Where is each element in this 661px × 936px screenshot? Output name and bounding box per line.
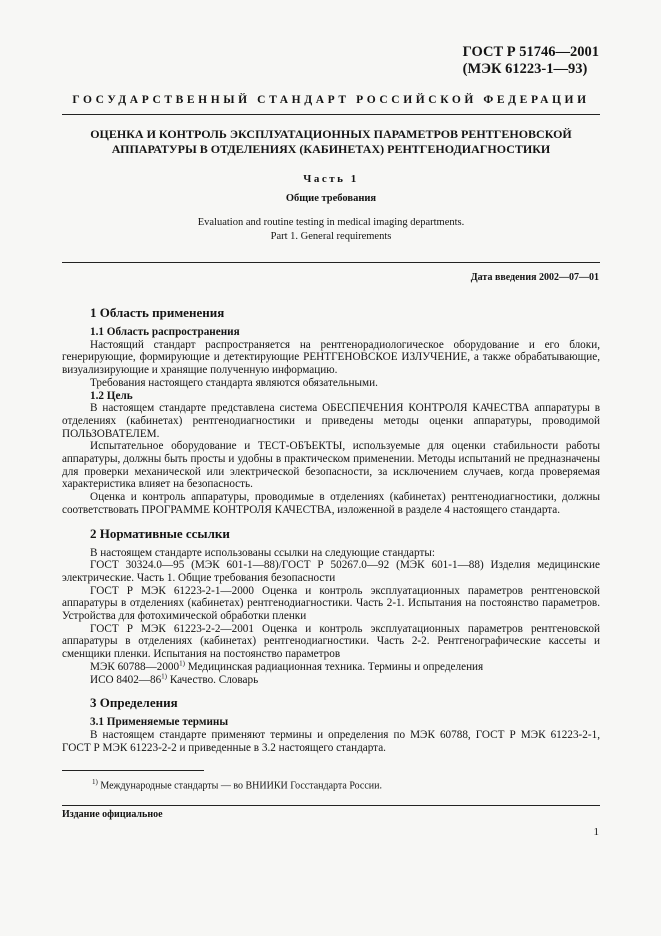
section-1-2-heading: 1.2 Цель <box>90 389 133 402</box>
spacer <box>62 517 600 523</box>
page-number: 1 <box>593 826 599 838</box>
reference-item <box>62 661 600 674</box>
section-3-heading: 3 Определения <box>90 695 178 711</box>
section-1-heading: 1 Область применения <box>90 305 225 320</box>
edition-label: Издание официальное <box>62 809 163 820</box>
paragraph: Испытательное оборудование и ТЕСТ-ОБЪЕКТЫ, используемые для оценки стабильности работы аппаратуры, должны быть просты и удобны в практическом применении. Методы испытаний не предназначены для проверки механической или электрической безопасности, за исключением случаев, когда проверяемая характеристика влияет на безопасность. <box>62 440 600 491</box>
footnote-mark: 1) <box>161 671 168 680</box>
reference-item: ГОСТ 30324.0—95 (МЭК 601-1—88)/ГОСТ Р 50267.0—92 (МЭК 601-1—88) Изделия медицинские электрические. Часть 1. Общие требования безопасности <box>62 559 600 584</box>
section-2-heading: 2 Нормативные ссылки <box>90 525 230 541</box>
document-title-line-1: ОЦЕНКА И КОНТРОЛЬ ЭКСПЛУАТАЦИОННЫХ ПАРАМЕТРОВ РЕНТГЕНОВСКОЙ <box>90 127 572 141</box>
reference-item <box>62 671 600 687</box>
part-subtitle: Общие требования <box>285 193 377 204</box>
paragraph: Настоящий стандарт распространяется на рентгенорадиологическое оборудование и его блоки, генерирующие, формирующие и детектирующие РЕНТГЕНОВСКОЕ ИЗЛУЧЕНИЕ, а также обрабатывающие, визуализирующие и хранящие полученную информацию. <box>62 338 600 377</box>
english-title-line-1: Evaluation and routine testing in medical imaging departments. <box>197 217 465 228</box>
header-divider <box>62 114 600 115</box>
paragraph: В настоящем стандарте представлена система ОБЕСПЕЧЕНИЯ КОНТРОЛЯ КАЧЕСТВА аппаратуры в отделениях (кабинетах) рентгенодиагностики и приведены методы оценки аппаратуры, проводимой ПОЛЬЗОВАТЕЛЕМ. <box>62 402 600 440</box>
standard-code-gost: ГОСТ Р 51746—2001 <box>462 44 599 60</box>
footnote-mark: 1) <box>179 659 185 668</box>
part-label: Часть 1 <box>303 173 359 185</box>
english-title <box>62 216 600 243</box>
footnote <box>92 778 382 791</box>
standard-code <box>463 44 599 78</box>
state-standard-title: ГОСУДАРСТВЕННЫЙ СТАНДАРТ РОССИЙСКОЙ ФЕДЕРАЦИИ <box>72 94 590 106</box>
reference-item: ГОСТ Р МЭК 61223-2-1—2000 Оценка и контроль эксплуатационных параметров рентгеновской аппаратуры в отделениях (кабинетах) рентгенодиагностики. Часть 2-1. Испытания на постоянство параметров. Устройства для фотохимической обработки пленки <box>62 584 600 623</box>
footnote-mark: 1) <box>92 778 98 786</box>
standard-code-iec: (МЭК 61223-1—93) <box>462 61 588 77</box>
document-body <box>62 302 600 754</box>
paragraph: Требования настоящего стандарта являются обязательными. <box>90 376 378 389</box>
paragraph: В настоящем стандарте использованы ссылки на следующие стандарты: <box>90 546 435 559</box>
introduction-date: Дата введения 2002—07—01 <box>470 272 599 283</box>
reference-code: МЭК 60788—2000 <box>90 660 180 673</box>
reference-item: ГОСТ Р МЭК 61223-2-2—2001 Оценка и контроль эксплуатационных параметров рентгеновской аппаратуры в отделениях (кабинетах) рентгенодиагностики. Часть 2-2. Рентгенографические кассеты и сменщики пленки. Испытания на постоянство параметров <box>62 622 600 661</box>
reference-title: Медицинская радиационная техника. Термины и определения <box>184 660 484 673</box>
reference-title: Качество. Словарь <box>167 673 259 686</box>
document-title-line-2: АППАРАТУРЫ В ОТДЕЛЕНИЯХ (КАБИНЕТАХ) РЕНТГЕНОДИАГНОСТИКИ <box>111 142 551 156</box>
section-1-1-heading: 1.1 Область распространения <box>90 326 240 338</box>
footnote-divider <box>62 770 204 771</box>
paragraph: В настоящем стандарте применяют термины и определения по МЭК 60788, ГОСТ Р МЭК 61223-2-1, ГОСТ Р МЭК 61223-2-2 и приведенные в 3.2 настоящего стандарта. <box>62 728 600 754</box>
footnote-text: Международные стандарты — во ВНИИКИ Госстандарта России. <box>97 780 382 792</box>
english-title-line-2: Part 1. General requirements <box>270 230 392 242</box>
paragraph: Оценка и контроль аппаратуры, проводимые в отделениях (кабинетах) рентгенодиагностики, должны соответствовать ПРОГРАММЕ КОНТРОЛЯ КАЧЕСТВА, изложенной в разделе 4 настоящего стандарта. <box>62 491 600 516</box>
section-3-1-heading: 3.1 Применяемые термины <box>90 716 229 729</box>
spacer <box>62 686 600 692</box>
title-divider <box>62 262 600 263</box>
reference-code: ИСО 8402—86 <box>90 673 162 686</box>
document-title <box>62 127 600 157</box>
footer-divider <box>62 805 600 806</box>
